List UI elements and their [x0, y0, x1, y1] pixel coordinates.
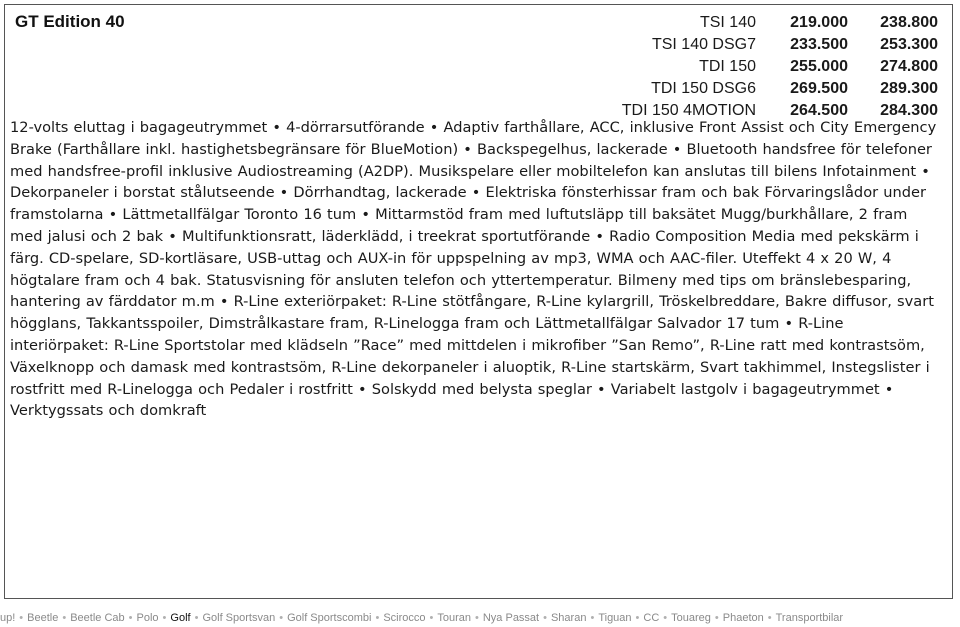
nav-link[interactable]: Golf — [170, 612, 191, 624]
nav-link[interactable]: Beetle — [27, 612, 59, 624]
price-1: 219.000 — [790, 14, 848, 31]
price-2: 238.800 — [880, 14, 938, 31]
nav-separator: • — [663, 612, 668, 624]
model-name: TDI 150 DSG6 — [651, 80, 756, 97]
nav-separator: • — [590, 612, 595, 624]
nav-separator: • — [375, 612, 380, 624]
nav-link[interactable]: Phaeton — [722, 612, 764, 624]
model-name: TDI 150 4MOTION — [621, 102, 756, 119]
price-1: 269.500 — [790, 80, 848, 97]
price-row — [622, 56, 938, 78]
nav-link[interactable]: Nya Passat — [482, 612, 540, 624]
price-row — [622, 34, 938, 56]
nav-link[interactable]: Touran — [437, 612, 471, 624]
nav-separator: • — [714, 612, 719, 624]
nav-link[interactable]: Sharan — [550, 612, 587, 624]
nav-link[interactable]: Golf Sportscombi — [287, 612, 372, 624]
nav-separator: • — [429, 612, 434, 624]
price-2: 253.300 — [880, 36, 938, 53]
price-2: 289.300 — [880, 80, 938, 97]
nav-separator: • — [767, 612, 772, 624]
nav-link[interactable]: Touareg — [671, 612, 711, 624]
nav-link[interactable]: Scirocco — [383, 612, 426, 624]
nav-link[interactable]: CC — [643, 612, 660, 624]
nav-link[interactable]: Golf Sportsvan — [202, 612, 276, 624]
nav-separator: • — [543, 612, 547, 624]
price-2: 284.300 — [880, 102, 938, 119]
nav-link[interactable]: Polo — [136, 612, 159, 624]
nav-link[interactable]: Transportbilar — [775, 612, 844, 624]
nav-separator: • — [194, 612, 199, 624]
nav-separator: • — [635, 612, 640, 624]
model-name: TSI 140 — [699, 14, 756, 31]
nav-separator: • — [62, 612, 67, 624]
nav-link[interactable]: up! — [0, 612, 16, 624]
price-1: 233.500 — [790, 36, 848, 53]
nav-separator: • — [162, 612, 167, 624]
price-row — [622, 78, 938, 100]
model-name: TDI 150 — [699, 58, 756, 75]
nav-separator: • — [475, 612, 479, 624]
nav-link[interactable]: Beetle Cab — [70, 612, 125, 624]
price-2: 274.800 — [880, 58, 938, 75]
price-table — [622, 12, 938, 122]
price-1: 255.000 — [790, 58, 848, 75]
price-row — [622, 12, 938, 34]
model-navigation — [0, 610, 960, 627]
nav-separator: • — [19, 612, 24, 624]
edition-title: GT Edition 40 — [15, 12, 125, 31]
price-1: 264.500 — [790, 102, 848, 119]
equipment-list: 12-volts eluttag i bagageutrymmet • 4-dörrarsutförande • Adaptiv farthållare, ACC, inklusive Front Assist och City Emergency Brake (Farthållare inkl. hastighetsbegränsare för BlueMotion) • Backspegelhus, lackerade • Bluetooth handsfree för telefoner med handsfree-profil inklusive Audiostreaming (A2DP). Musikspelare eller mobiltelefon kan anslutas till bilens Infotainment • Dekorpaneler i borstat stålutseende • Dörrhandtag, lackerade • Elektriska fönsterhissar fram och bak Förvaringslådor under framstolarna • Lättmetallfälgar Toronto 16 tum • Mittarmstöd fram med luftutsläpp till baksätet Mugg/burkhållare, 2 fram med jalusi och 2 bak • Multifunktionsratt, läderklädd, i treekrat sportutförande • Radio Composition Media med pekskärm i färg. CD-spelare, SD-kortläsare, USB-uttag och AUX-in för uppspelning av mp3, WMA och AAC-filer. Uteffekt 4 x 20 W, 4 högtalare fram och 4 bak. Statusvisning för ansluten telefon och yttertemperatur. Bilmeny med tips om bränslebesparing, hantering av färddator m.m • R-Line exteriörpaket: R-Line stötfångare, R-Line kylargrill, Tröskelbreddare, Bakre diffusor, svart högglans, Takkantsspoiler, Dimstrålkastare fram, R-Linelogga fram och Lättmetallfälgar Salvador 17 tum • R-Line interiörpaket: R-Line Sportstolar med klädseln ”Race” med mittdelen i mikrofiber ”San Remo”, R-Line ratt med kontrastsöm, Växelknopp och damask med kontrastsöm, R-Line dekorpaneler i aluoptik, R-Line startskärm, Svart takhimmel, Instegslister i rostfritt med R-Linelogga och Pedaler i rostfritt • Solskydd med belysta speglar • Variabelt lastgolv i bagageutrymmet • Verktygssats och domkraft — [10, 119, 937, 420]
model-name: TSI 140 DSG7 — [651, 36, 756, 53]
nav-link[interactable]: Tiguan — [598, 612, 632, 624]
nav-separator: • — [128, 612, 133, 624]
nav-separator: • — [279, 612, 284, 624]
